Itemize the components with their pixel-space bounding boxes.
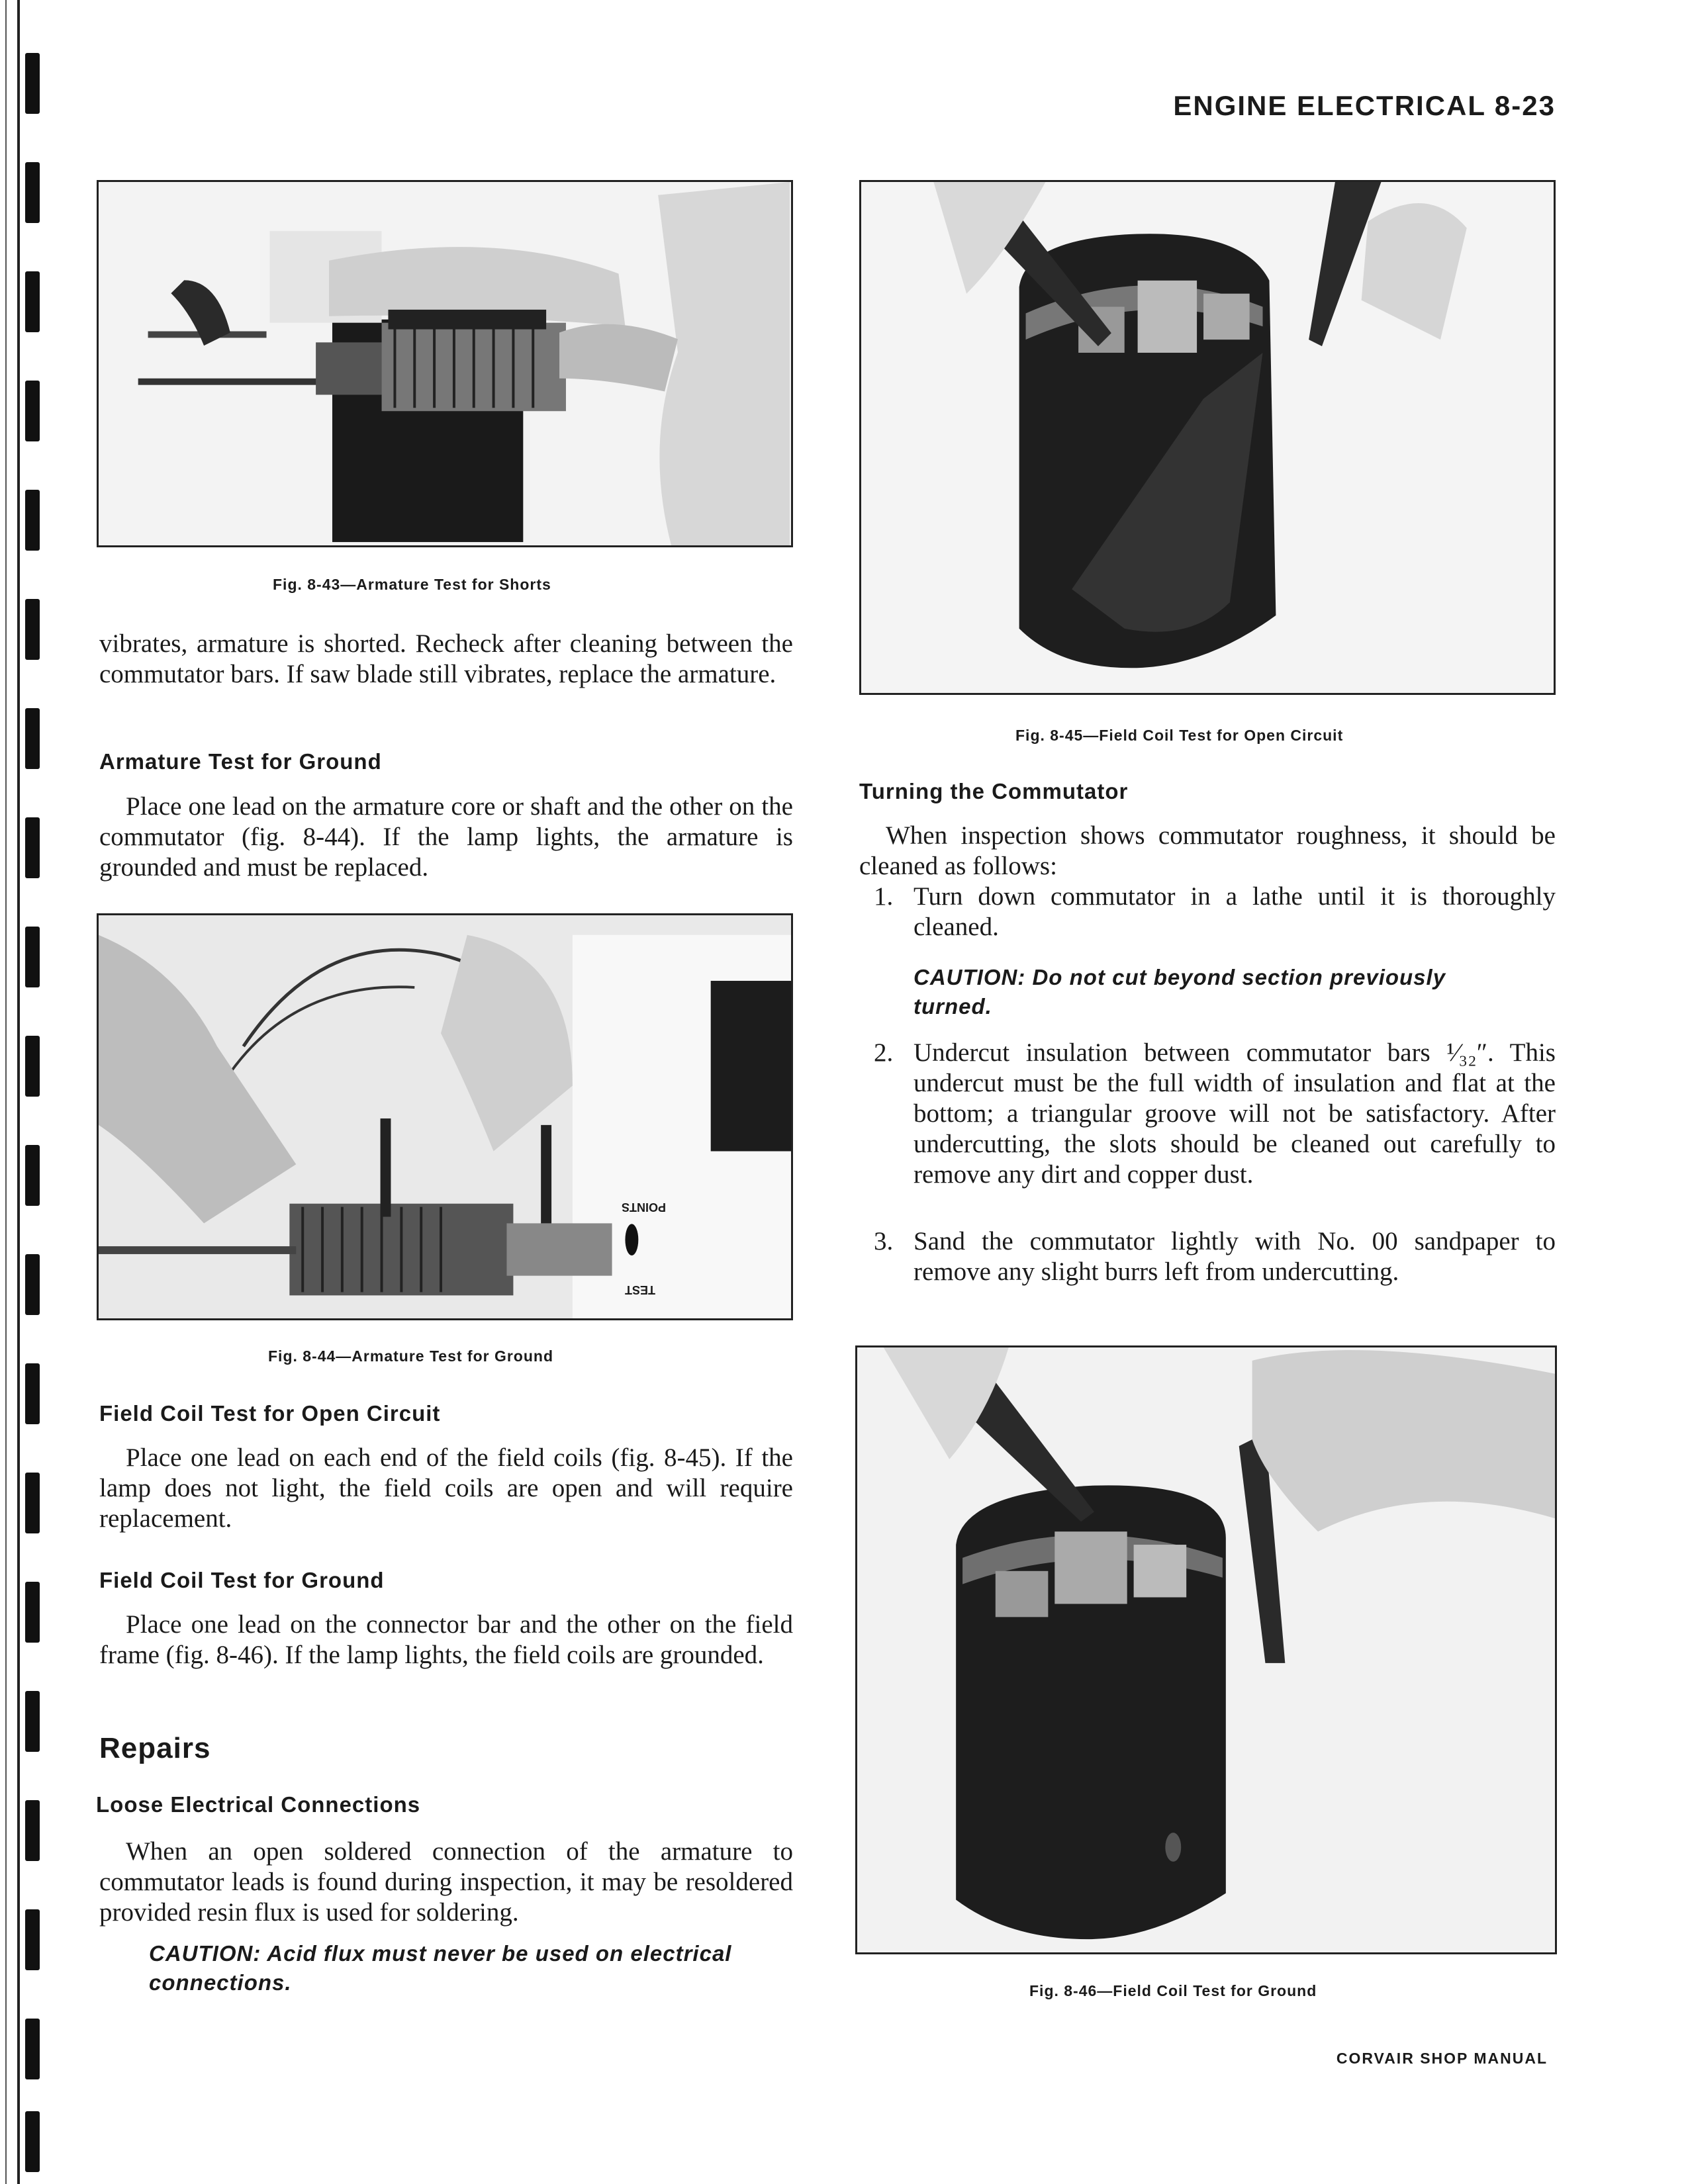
heading-loose-connections: Loose Electrical Connections	[96, 1792, 421, 1817]
intro-paragraph: vibrates, armature is shorted. Recheck after cleaning between the commutator bars. If saw blade still vibrates, replace the armature.	[99, 629, 793, 688]
page-footer: CORVAIR SHOP MANUAL	[1336, 2050, 1548, 2067]
paragraph-loose-connections: When an open soldered connection of the armature to commutator leads is found during inspection, it may be resoldered provided resin flux is used for soldering.	[99, 1837, 793, 1927]
list-item-3	[874, 1226, 1556, 1319]
figure-caption-8-43: Fig. 8-43—Armature Test for Shorts	[273, 576, 551, 593]
heading-repairs: Repairs	[99, 1732, 211, 1764]
list-item-1-number: 1.	[874, 882, 894, 911]
label-points: POINTS	[622, 1201, 667, 1214]
list-item-2-text: Undercut insulation between commutator bars ¹⁄₃₂″. This undercut must be the full width of insulation and flat at the bottom; a triangular groove will not be satisfactory. After undercutting, the slots should be cleaned out carefully to remove any dirt and copper dust.	[914, 1038, 1556, 1189]
list-item-2-number: 2.	[874, 1038, 894, 1067]
figure-armature-ground-photo	[97, 913, 793, 1320]
heading-armature-test-ground: Armature Test for Ground	[99, 749, 382, 774]
figure-caption-8-44: Fig. 8-44—Armature Test for Ground	[268, 1347, 554, 1365]
list-item-3-text: Sand the commutator lightly with No. 00 sandpaper to remove any slight burrs left from undercutting.	[914, 1227, 1556, 1286]
figure-caption-8-45: Fig. 8-45—Field Coil Test for Open Circuit	[1015, 727, 1344, 744]
label-test: TEST	[625, 1283, 656, 1297]
figure-armature-shorts-photo	[97, 180, 793, 547]
heading-field-coil-open: Field Coil Test for Open Circuit	[99, 1401, 441, 1426]
paragraph-armature-test-ground: Place one lead on the armature core or shaft and the other on the commutator (fig. 8-44). If the lamp lights, the armature is grounded and must be replaced.	[99, 792, 793, 882]
page-header: ENGINE ELECTRICAL 8-23	[1173, 90, 1556, 121]
paragraph-field-coil-ground: Place one lead on the connector bar and the other on the field frame (fig. 8-46). If the lamp lights, the field coils are grounded.	[99, 1610, 793, 1669]
list-item-2	[874, 1038, 1556, 1223]
heading-field-coil-ground: Field Coil Test for Ground	[99, 1568, 385, 1592]
list-item-3-number: 3.	[874, 1227, 894, 1255]
caution-do-not-cut: CAUTION: Do not cut beyond section previously turned.	[914, 965, 1446, 1019]
caution-acid-flux: CAUTION: Acid flux must never be used on electrical connections.	[149, 1941, 732, 1995]
heading-turning-commutator: Turning the Commutator	[859, 779, 1129, 803]
list-item-1-text: Turn down commutator in a lathe until it is thoroughly cleaned.	[914, 882, 1556, 941]
paragraph-turning-commutator: When inspection shows commutator roughness, it should be cleaned as follows:	[859, 821, 1556, 880]
figure-field-coil-ground-photo	[855, 1345, 1557, 1954]
list-item-1	[874, 882, 1556, 948]
figure-caption-8-46: Fig. 8-46—Field Coil Test for Ground	[1029, 1982, 1317, 1999]
figure-field-coil-open-photo	[859, 180, 1556, 695]
binding-edge	[0, 0, 60, 2184]
paragraph-field-coil-open: Place one lead on each end of the field coils (fig. 8-45). If the lamp does not light, the field coils are open and will require replacement.	[99, 1443, 793, 1533]
